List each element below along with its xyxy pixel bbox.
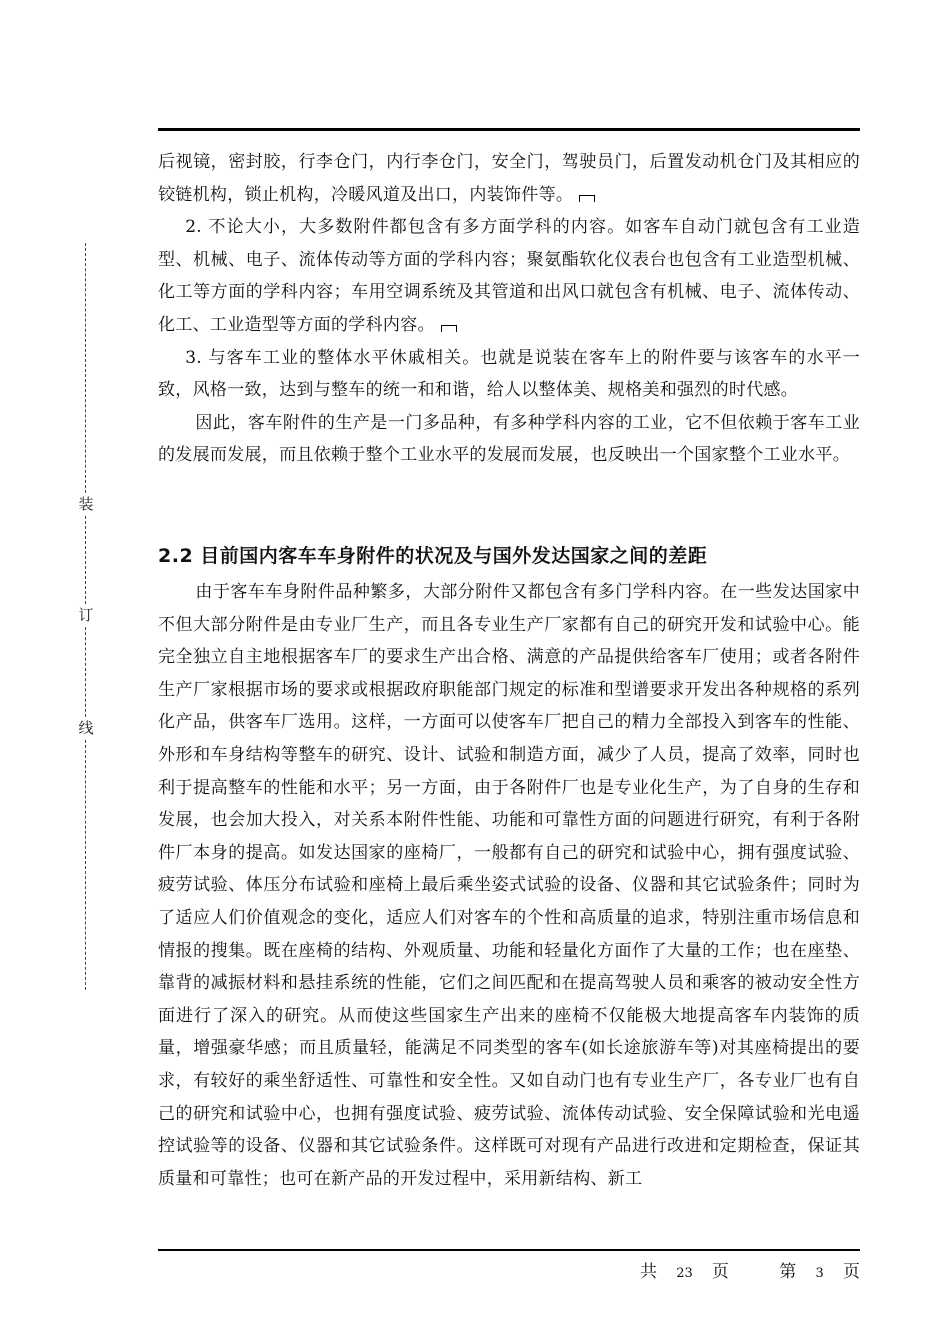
- binding-dashed-line-3: [85, 627, 86, 717]
- binding-dashed-line-4: [85, 740, 86, 990]
- section-heading: 2.2 目前国内客车车身附件的状况及与国外发达国家之间的差距: [158, 545, 708, 567]
- footer-total-pages: 23: [676, 1266, 693, 1281]
- footer-current-unit: 页: [842, 1262, 860, 1282]
- paragraph-text: 2. 不论大小，大多数附件都包含有多方面学科的内容。如客车自动门就包含有工业造型、机械、电子、流体传动等方面的学科内容；聚氨酯软化仪表台也包含有工业造型机械、化工等方面的学科内容；车用空调系统及其管道和出风口就包含有机械、电子、流体传动、化工、工业造型等方面的学科内容。: [158, 217, 860, 335]
- edit-mark-icon: [441, 325, 457, 332]
- page-footer: [640, 1257, 860, 1282]
- binding-label-ding: 订: [78, 606, 94, 624]
- header-rule: [158, 128, 860, 131]
- binding-label-xian: 线: [78, 719, 94, 737]
- paragraph-conclusion: 因此，客车附件的生产是一门多品种，有多种学科内容的工业，它不但依赖于客车工业的发展而发展，而且依赖于整个工业水平的发展而发展，也反映出一个国家整个工业水平。: [158, 412, 860, 466]
- footer-page-unit: 页: [711, 1262, 729, 1282]
- footer-total-label: 共: [640, 1262, 657, 1282]
- footer-rule: [158, 1249, 860, 1251]
- top-text-block: [158, 146, 860, 472]
- edit-mark-icon: [579, 195, 595, 202]
- paragraph-point-2: [158, 211, 860, 341]
- paragraph-text: 后视镜，密封胶，行李仓门，内行李仓门，安全门，驾驶员门，后置发动机仓门及其相应的铰链机构，锁止机构，冷暖风道及出口，内装饰件等。: [158, 152, 860, 205]
- binding-label-zhuang: 装: [78, 495, 94, 513]
- binding-dashed-line-2: [85, 516, 86, 604]
- section-body-block: [158, 576, 860, 1195]
- paragraph-point-3: 3. 与客车工业的整体水平休戚相关。也就是说装在客车上的附件要与该客车的水平一致，风格一致，达到与整车的统一和和谐，给人以整体美、规格美和强烈的时代感。: [158, 347, 860, 401]
- footer-current-page: 3: [815, 1266, 824, 1281]
- footer-current-label: 第: [779, 1262, 797, 1282]
- binding-dashed-line-1: [85, 243, 86, 493]
- paragraph-continuation: [158, 146, 860, 211]
- section-paragraph: 由于客车车身附件品种繁多，大部分附件又都包含有多门学科内容。在一些发达国家中不但大部分附件是由专业厂生产，而且各专业生产厂家都有自己的研究开发和试验中心。能完全独立自主地根据客车厂的要求生产出合格、满意的产品提供给客车厂使用；或者各附件生产厂家根据市场的要求或根据政府职能部门规定的标准和型谱要求开发出各种规格的系列化产品，供客车厂选用。这样，一方面可以使客车厂把自己的精力全部投入到客车的性能、外形和车身结构等整车的研究、设计、试验和制造方面，减少了人员，提高了效率，同时也利于提高整车的性能和水平；另一方面，由于各附件厂也是专业化生产，为了自身的生存和发展，也会加大投入，对关系本附件性能、功能和可靠性方面的问题进行研究，有利于各附件厂本身的提高。如发达国家的座椅厂，一般都有自己的研究和试验中心，拥有强度试验、疲劳试验、体压分布试验和座椅上最后乘坐姿式试验的设备、仪器和其它试验条件；同时为了适应人们价值观念的变化，适应人们对客车的个性和高质量的追求，特别注重市场信息和情报的搜集。既在座椅的结构、外观质量、功能和轻量化方面作了大量的工作；也在座垫、靠背的减振材料和悬挂系统的性能，它们之间匹配和在提高驾驶人员和乘客的被动安全性方面进行了深入的研究。从而使这些国家生产出来的座椅不仅能极大地提高客车内装饰的质量，增强豪华感；而且质量轻，能满足不同类型的客车(如长途旅游车等)对其座椅提出的要求，有较好的乘坐舒适性、可靠性和安全性。又如自动门也有专业生产厂，各专业厂也有自己的研究和试验中心，也拥有强度试验、疲劳试验、流体传动试验、安全保障试验和光电遥控试验等的设备、仪器和其它试验条件。这样既可对现有产品进行改进和定期检查，保证其质量和可靠性；也可在新产品的开发过程中，采用新结构、新工: [158, 582, 860, 1189]
